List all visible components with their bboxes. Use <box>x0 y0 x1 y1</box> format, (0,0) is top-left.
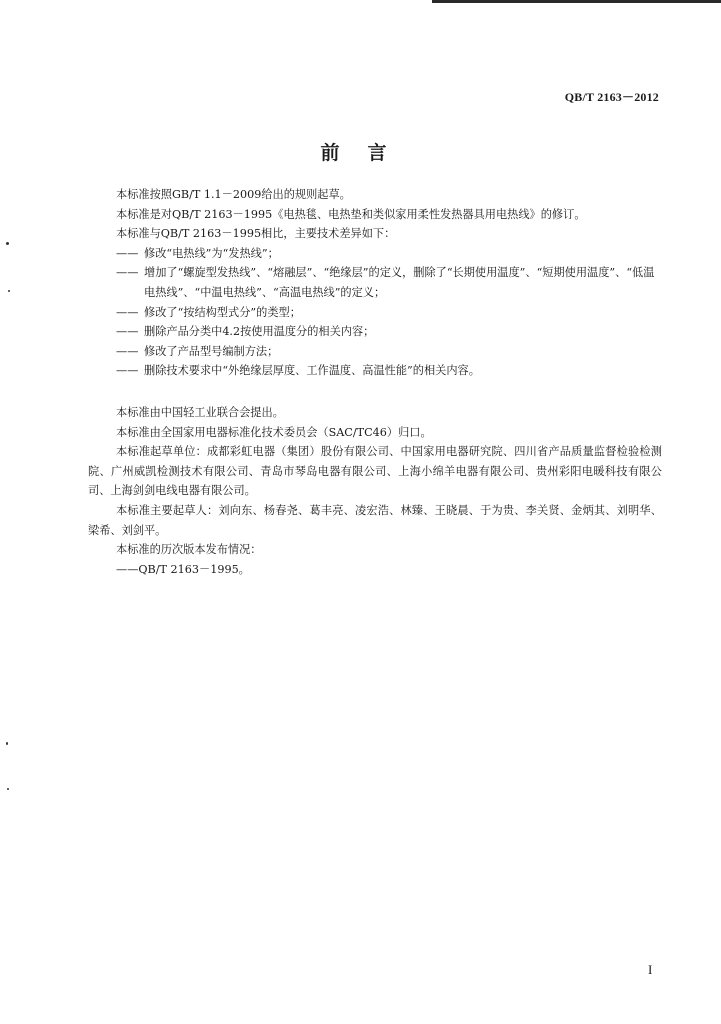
list-item-text: 修改了“按结构型式分”的类型； <box>144 305 301 319</box>
list-dash: —— <box>116 344 139 358</box>
list-item <box>88 361 662 381</box>
document-code: QB/T 2163－2012 <box>564 90 659 104</box>
page-title: 前言 <box>320 142 415 164</box>
list-item-text: 增加了“螺旋型发热线”、“熔融层”、“绝缘层”的定义，删除了“长期使用温度”、“短期使用温度”、“低温电热线”、“中温电热线”、“高温电热线”的定义； <box>144 266 655 299</box>
history-item: ——QB/T 2163－1995。 <box>116 562 250 576</box>
page-number: I <box>648 962 653 977</box>
paragraph: 本标准按照GB/T 1.1－2009给出的规则起草。 <box>116 188 351 201</box>
changes-list <box>88 244 662 381</box>
scan-speck <box>7 788 9 790</box>
list-item <box>88 244 662 264</box>
paragraph: 本标准由中国轻工业联合会提出。 <box>116 405 284 419</box>
paragraph: 本标准主要起草人：刘向东、杨春尧、葛丰亮、凌宏浩、林臻、王晓晨、于为贵、李关贤、金炳其、刘明华、梁希、刘剑平。 <box>88 503 662 537</box>
scan-speck <box>6 742 8 745</box>
list-item <box>88 322 662 342</box>
list-item-text: 删除技术要求中“外绝缘层厚度、工作温度、高温性能”的相关内容。 <box>144 364 480 378</box>
paragraph: 本标准由全国家用电器标准化技术委员会（SAC/TC46）归口。 <box>116 425 432 439</box>
document-body <box>88 185 662 579</box>
scan-speck <box>8 290 10 292</box>
list-item <box>88 342 662 362</box>
paragraph: 本标准与QB/T 2163－1995相比，主要技术差异如下： <box>116 227 396 241</box>
list-dash: —— <box>116 325 139 339</box>
list-item-text: 删除产品分类中4.2按使用温度分的相关内容； <box>144 325 375 339</box>
list-item <box>88 303 662 323</box>
list-dash: —— <box>116 266 139 280</box>
list-dash: —— <box>116 364 139 378</box>
list-item-text: 修改“电热线”为“发热线”； <box>144 246 279 260</box>
list-dash: —— <box>116 305 139 319</box>
paragraph: 本标准的历次版本发布情况： <box>116 543 262 557</box>
scan-edge-bar <box>432 0 721 3</box>
paragraph: 本标准起草单位：成都彩虹电器（集团）股份有限公司、中国家用电器研究院、四川省产品质量监督检验检测院、广州威凯检测技术有限公司、青岛市琴岛电器有限公司、上海小绵羊电器有限公司、贵州彩阳电暖科技有限公司、上海剑剑电线电器有限公司。 <box>88 445 662 498</box>
list-item-text: 修改了产品型号编制方法； <box>144 344 279 358</box>
list-item <box>88 263 662 302</box>
paragraph-gap <box>88 381 662 403</box>
scan-speck <box>6 242 9 245</box>
paragraph: 本标准是对QB/T 2163－1995《电热毯、电热垫和类似家用柔性发热器具用电热线》的修订。 <box>116 207 586 221</box>
list-dash: —— <box>116 246 139 260</box>
